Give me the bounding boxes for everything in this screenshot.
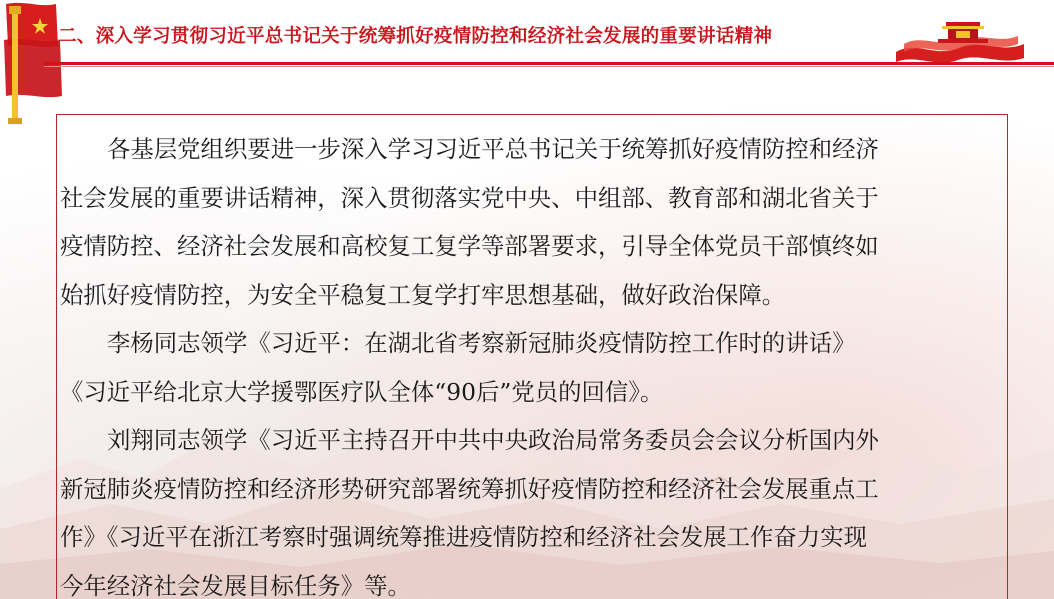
- header-divider: [44, 62, 1054, 65]
- paragraph-li-yang-reading: [60, 319, 1000, 416]
- tiananmen-icon: [896, 14, 1024, 66]
- paragraph-line: 各基层党组织要进一步深入学习习近平总书记关于统筹抓好疫情防控和经济: [107, 135, 879, 163]
- paragraph-liu-xiang-reading: [60, 416, 1000, 599]
- paragraph-line: 刘翔同志领学《习近平主持召开中共中央政治局常务委员会会议分析国内外: [107, 426, 879, 454]
- paragraph-study-instructions: [60, 125, 1000, 319]
- header-divider-shadow: [44, 66, 1054, 67]
- paragraph-line: 《习近平给北京大学援鄂医疗队全体“90后”党员的回信》。: [60, 377, 664, 406]
- paragraph-line: 社会发展的重要讲话精神，深入贯彻落实党中央、中组部、教育部和湖北省关于: [60, 183, 879, 212]
- paragraph-line: 始抓好疫情防控，为安全平稳复工复学打牢思想基础，做好政治保障。: [60, 280, 786, 309]
- section-heading: 二、深入学习贯彻习近平总书记关于统筹抓好疫情防控和经济社会发展的重要讲话精神: [58, 26, 773, 47]
- paragraph-line: 今年经济社会发展目标任务》等。: [60, 571, 411, 599]
- paragraph-line: 疫情防控、经济社会发展和高校复工复学等部署要求，引导全体党员干部慎终如: [60, 232, 879, 260]
- paragraph-line: 作》《习近平在浙江考察时强调统筹推进疫情防控和经济社会发展工作奋力实现: [60, 523, 867, 551]
- paragraph-line: 李杨同志领学《习近平：在湖北省考察新冠肺炎疫情防控工作时的讲话》: [107, 329, 856, 357]
- paragraph-line: 新冠肺炎疫情防控和经济形势研究部署统筹抓好疫情防控和经济社会发展重点工: [60, 474, 879, 503]
